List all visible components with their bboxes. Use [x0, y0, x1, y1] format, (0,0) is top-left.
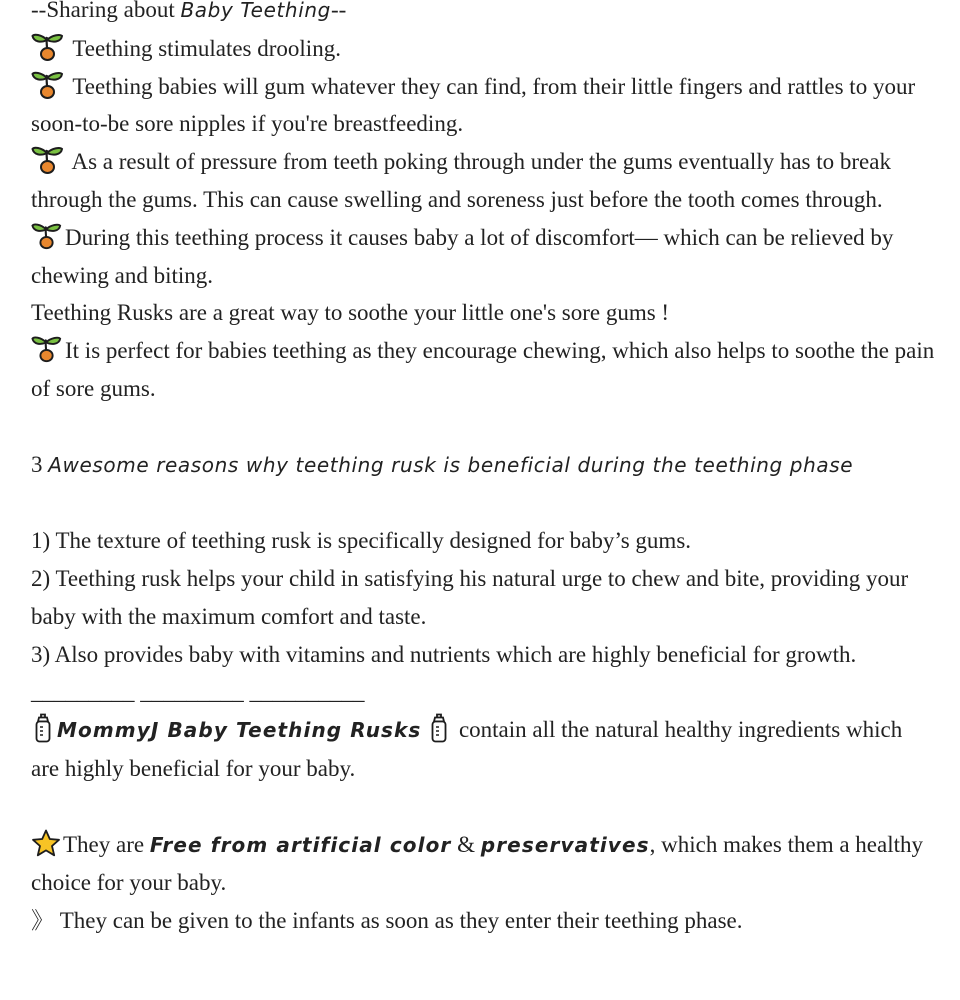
reasons-number: 3 — [31, 451, 49, 477]
divider-underscores: _________ _________ __________ — [31, 679, 365, 705]
free-from-color: Free from artificial color — [149, 832, 452, 857]
bullet-perfect — [31, 332, 936, 408]
star-amp: & — [451, 831, 481, 857]
bullet-gum — [31, 68, 936, 144]
intro-line — [31, 0, 936, 30]
preservatives-text: preservatives — [480, 832, 650, 857]
reason-item: 1) The texture of teething rusk is specifically designed for baby’s gums. — [31, 528, 692, 554]
intro-topic: Baby Teething — [180, 0, 331, 22]
spacer — [31, 408, 936, 446]
reasons-heading-text: Awesome reasons why teething rusk is beneficial during the teething phase — [48, 452, 854, 477]
star-icon — [31, 829, 61, 857]
infant-text: They can be given to the infants as soon as they enter their teething phase. — [54, 908, 743, 934]
bullet-text: Teething stimulates drooling. — [72, 35, 341, 61]
bullet-text: It is perfect for babies teething as they encourage chewing, which also helps to soothe the pain of sore gums. — [31, 338, 935, 401]
brand-rest: contain all the natural healthy ingredients which are highly beneficial for your baby. — [31, 717, 903, 781]
reason-item: 3) Also provides baby with vitamins and nutrients which are highly beneficial for growth. — [31, 641, 857, 667]
brand-paragraph — [31, 711, 936, 788]
seedling-icon — [31, 32, 65, 62]
bullet-drooling — [31, 30, 936, 68]
brand-name: MommyJ Baby Teething Rusks — [57, 718, 422, 743]
chevron-marker-icon: 》 — [31, 908, 54, 934]
bullet-discomfort — [31, 219, 936, 295]
seedling-icon — [31, 70, 65, 100]
reasons-heading — [31, 446, 936, 485]
seedling-icon — [31, 334, 63, 364]
reason-item: 2) Teething rusk helps your child in satisfying his natural urge to chew and bite, providing your baby with the maximum comfort and taste. — [31, 565, 909, 629]
seedling-icon — [31, 221, 63, 251]
baby-bottle-icon — [427, 713, 451, 743]
star-lead: They are — [63, 831, 150, 857]
rusk-line: Teething Rusks are a great way to soothe your little one's sore gums ! — [31, 300, 670, 326]
spacer — [31, 788, 936, 826]
baby-bottle-icon — [31, 713, 55, 743]
seedling-icon — [31, 145, 65, 175]
bullet-text: As a result of pressure from teeth poking through under the gums eventually has to break through the gums. This can cause swelling and soreness just before the tooth comes through. — [31, 149, 891, 212]
intro-suffix: -- — [330, 0, 347, 22]
intro-prefix: --Sharing about — [31, 0, 181, 22]
bullet-pressure — [31, 143, 936, 219]
bullet-text: Teething babies will gum whatever they can find, from their little fingers and rattles to your soon-to-be sore nipples if you're breastfeeding. — [31, 73, 916, 137]
infant-line — [31, 902, 936, 940]
spacer — [31, 484, 936, 522]
star-rest: , which makes them a healthy choice for your baby. — [31, 831, 923, 896]
bullet-text: During this teething process it causes baby a lot of discomfort— which can be relieved by chewing and biting. — [31, 224, 894, 288]
star-paragraph — [31, 826, 936, 903]
